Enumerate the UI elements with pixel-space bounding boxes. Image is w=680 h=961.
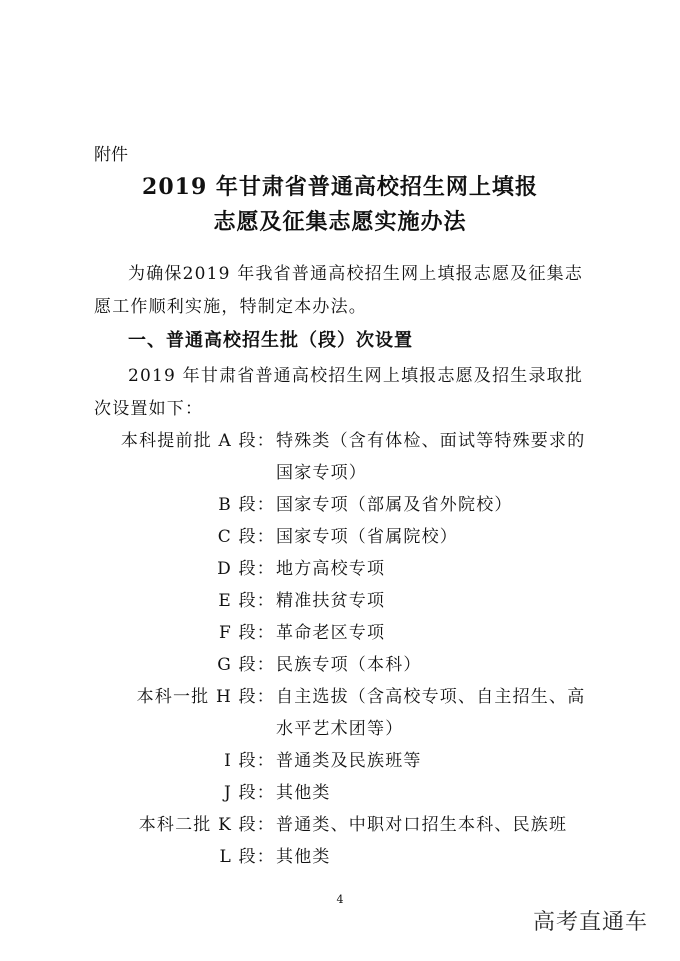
section-heading: 一、普通高校招生批（段）次设置: [128, 330, 413, 351]
batch-label: L 段：: [219, 847, 275, 867]
batch-label: 本科一批 H 段：: [136, 687, 275, 707]
batch-value: 精准扶贫专项: [276, 591, 386, 611]
batch-row: [0, 650, 680, 682]
batch-row: [0, 554, 680, 586]
batch-value: 国家专项（部属及省外院校）: [276, 495, 513, 515]
batch-value: 民族专项（本科）: [276, 655, 422, 675]
batch-row: [0, 618, 680, 650]
batch-row: [0, 458, 680, 490]
batch-value: 水平艺术团等）: [276, 719, 404, 739]
batch-value: 普通类及民族班等: [276, 751, 422, 771]
batch-label: F 段：: [219, 623, 275, 643]
batch-row: [0, 522, 680, 554]
batch-row: [0, 746, 680, 778]
batch-value: 地方高校专项: [276, 559, 386, 579]
batch-label: G 段：: [217, 655, 275, 675]
document-title-line-1: 2019 年甘肃省普通高校招生网上填报: [142, 174, 538, 200]
batch-row: [0, 682, 680, 714]
batch-row: [0, 586, 680, 618]
batch-value: 国家专项）: [276, 463, 367, 483]
page-number: 4: [336, 893, 344, 906]
batch-value: 特殊类（含有体检、面试等特殊要求的: [276, 431, 586, 451]
watermark: 高考直通车: [532, 910, 648, 935]
batch-label: C 段：: [217, 527, 275, 547]
batch-row: [0, 714, 680, 746]
batch-value: 国家专项（省属院校）: [276, 527, 458, 547]
batch-label: B 段：: [218, 495, 275, 515]
batch-label: I 段：: [224, 751, 275, 771]
batch-row: [0, 810, 680, 842]
batch-value: 普通类、中职对口招生本科、民族班: [276, 815, 568, 835]
batch-label: 本科二批 K 段：: [138, 815, 275, 835]
document-title-line-2: 志愿及征集志愿实施办法: [213, 209, 467, 235]
batch-row: [0, 426, 680, 458]
batch-value: 其他类: [276, 847, 331, 867]
batch-row: [0, 778, 680, 810]
section-paragraph: 2019 年甘肃省普通高校招生网上填报志愿及招生录取批次设置如下：: [94, 366, 584, 419]
batch-row: [0, 490, 680, 522]
batch-value: 其他类: [276, 783, 331, 803]
batch-row: [0, 842, 680, 874]
batch-value: 自主选拔（含高校专项、自主招生、高: [276, 687, 586, 707]
batch-label: J 段：: [223, 783, 275, 803]
batch-label: 本科提前批 A 段：: [120, 431, 275, 451]
batch-label: D 段：: [217, 559, 275, 579]
intro-paragraph: 为确保2019 年我省普通高校招生网上填报志愿及征集志愿工作顺利实施，特制定本办法。: [94, 264, 584, 317]
attachment-label: 附件: [94, 145, 128, 165]
batch-label: E 段：: [218, 591, 275, 611]
batch-value: 革命老区专项: [276, 623, 386, 643]
